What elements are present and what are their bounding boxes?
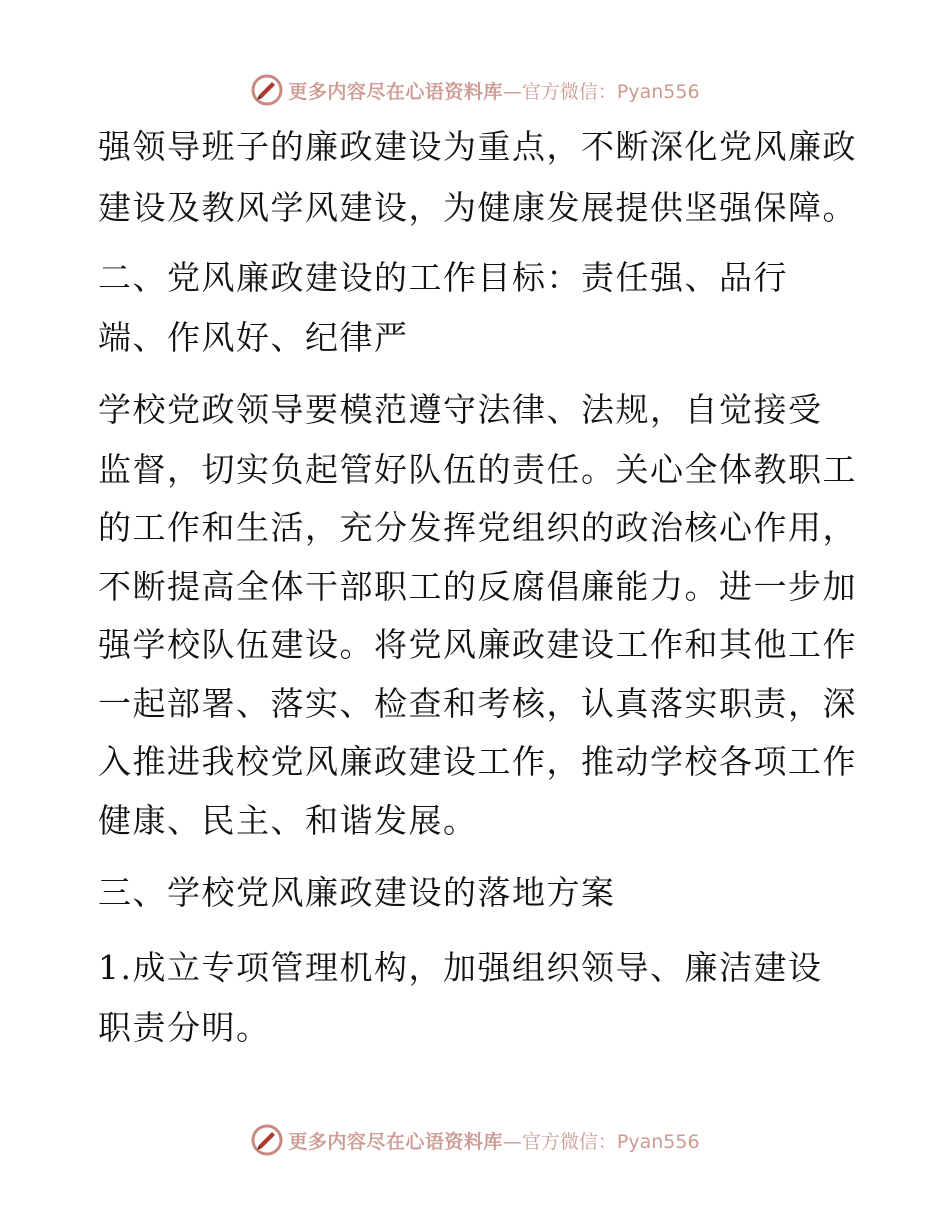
paragraph-line: 强学校队伍建设。将党风廉政建设工作和其他工作 [98, 625, 857, 664]
section-heading: 三、学校党风廉政建设的落地方案 [98, 873, 616, 912]
section-heading: 二、党风廉政建设的工作目标：责任强、品行 [98, 258, 788, 297]
watermark-header [0, 70, 950, 110]
paragraph-line: 一起部署、落实、检查和考核，认真落实职责，深 [98, 684, 857, 723]
section-heading: 端、作风好、纪律严 [98, 318, 409, 357]
paragraph-line: 不断提高全体干部职工的反腐倡廉能力。进一步加 [98, 567, 857, 606]
paragraph-line: 的工作和生活，充分发挥党组织的政治核心作用， [98, 508, 857, 547]
paragraph-line: 强领导班子的廉政建设为重点，不断深化党风廉政 [98, 127, 857, 166]
watermark-contact: —官方微信：Pyan556 [502, 80, 700, 103]
watermark-text: 更多内容尽在心语资料库 [288, 1130, 503, 1153]
paragraph-line: 健康、民主、和谐发展。 [98, 801, 478, 840]
paragraph-line: 建设及教风学风建设，为健康发展提供坚强保障。 [98, 188, 857, 227]
pen-logo-icon [250, 1123, 284, 1157]
list-item: 1.成立专项管理机构，加强组织领导、廉洁建设 [98, 948, 823, 987]
watermark-text: 更多内容尽在心语资料库 [288, 80, 503, 103]
watermark-footer [0, 1120, 950, 1160]
watermark-contact: —官方微信：Pyan556 [502, 1130, 700, 1153]
paragraph-line: 监督，切实负起管好队伍的责任。关心全体教职工 [98, 450, 857, 489]
paragraph-line: 学校党政领导要模范遵守法律、法规，自觉接受 [98, 390, 823, 429]
paragraph-line: 入推进我校党风廉政建设工作，推动学校各项工作 [98, 742, 857, 781]
list-item: 职责分明。 [98, 1008, 271, 1047]
pen-logo-icon [250, 73, 284, 107]
